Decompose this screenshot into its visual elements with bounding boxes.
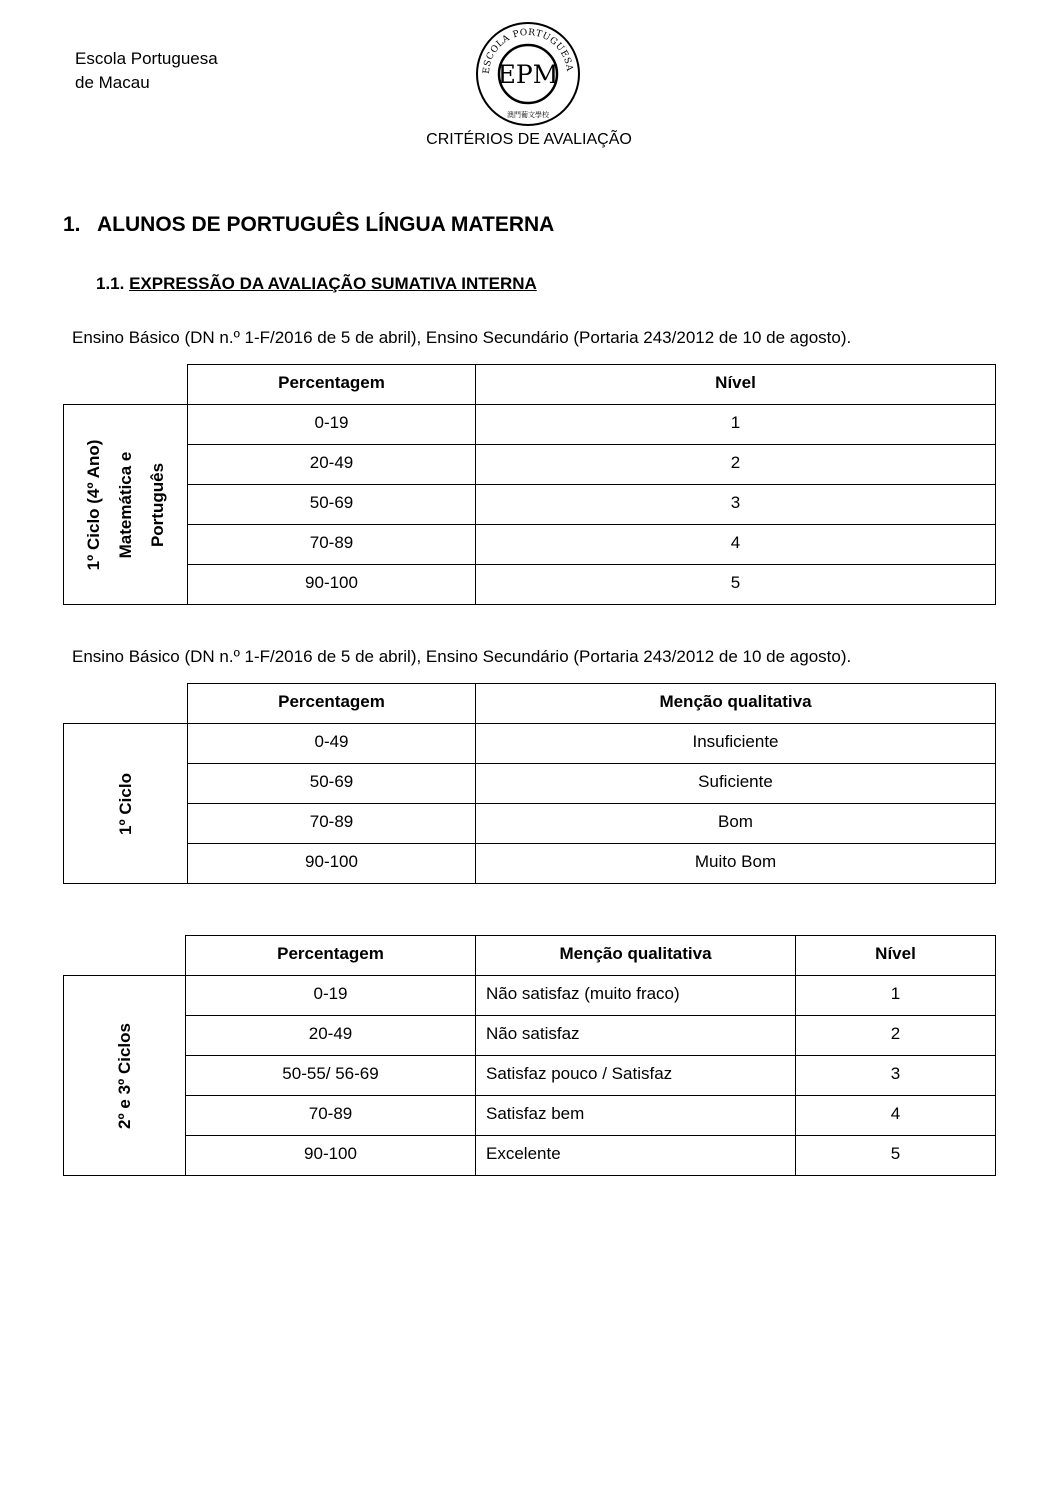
table3-header-nivel: Nível	[796, 936, 996, 976]
table-cell: 50-55/ 56-69	[186, 1056, 476, 1096]
grading-table-1	[63, 364, 996, 605]
grading-table-2	[63, 683, 996, 884]
table-cell: Excelente	[476, 1136, 796, 1176]
table-cell: 20-49	[186, 1016, 476, 1056]
table-row	[64, 1096, 996, 1136]
side-label-line1: 1º Ciclo (4º Ano)	[83, 439, 103, 570]
table-cell: 4	[476, 525, 996, 565]
table2-header-mencao: Menção qualitativa	[476, 684, 996, 724]
side-label-line2: Matemática e	[115, 451, 135, 558]
table-cell: Satisfaz bem	[476, 1096, 796, 1136]
school-name-line2: de Macau	[75, 73, 150, 92]
table-cell: 70-89	[186, 1096, 476, 1136]
table-row	[64, 1016, 996, 1056]
table-cell: 2	[796, 1016, 996, 1056]
section-number: 1.	[63, 213, 81, 236]
table-cell: 0-19	[186, 976, 476, 1016]
logo-ring-text: ESCOLA PORTUGUESA	[481, 27, 575, 75]
table-cell: 90-100	[186, 1136, 476, 1176]
table-row	[64, 804, 996, 844]
school-name	[75, 47, 218, 95]
logo-bottom-text: 澳門葡文學校	[507, 111, 549, 119]
table-row	[64, 525, 996, 565]
table-row	[64, 445, 996, 485]
table-row	[64, 565, 996, 605]
school-name-line1: Escola Portuguesa	[75, 49, 218, 68]
table-cell: 5	[796, 1136, 996, 1176]
table-cell: 0-19	[188, 405, 476, 445]
section-heading	[63, 213, 554, 237]
school-logo	[475, 21, 581, 127]
logo-monogram: EPM	[497, 60, 559, 89]
table-cell: 0-49	[188, 724, 476, 764]
table-cell: Satisfaz pouco / Satisfaz	[476, 1056, 796, 1096]
table-cell: 20-49	[188, 445, 476, 485]
subsection-number: 1.1.	[96, 274, 125, 293]
table-cell: Não satisfaz	[476, 1016, 796, 1056]
table-cell: Não satisfaz (muito fraco)	[476, 976, 796, 1016]
table-cell: Suficiente	[476, 764, 996, 804]
table-row	[64, 844, 996, 884]
table2-intro: Ensino Básico (DN n.º 1-F/2016 de 5 de abril), Ensino Secundário (Portaria 243/2012 de 10 de agosto).	[72, 647, 852, 666]
table3-side-label: 2º e 3º Ciclos	[64, 976, 186, 1176]
document-title: CRITÉRIOS DE AVALIAÇÃO	[426, 131, 632, 148]
table-cell: 1	[796, 976, 996, 1016]
table-cell: 70-89	[188, 804, 476, 844]
table-cell: 2	[476, 445, 996, 485]
table3-header-percentagem: Percentagem	[186, 936, 476, 976]
table-cell: 3	[796, 1056, 996, 1096]
table-row	[64, 1136, 996, 1176]
subsection-heading	[96, 274, 537, 294]
table-cell: 90-100	[188, 844, 476, 884]
table2-side-label: 1º Ciclo	[64, 724, 188, 884]
table-cell: 50-69	[188, 485, 476, 525]
table2-header-percentagem: Percentagem	[188, 684, 476, 724]
side-label-line3: Português	[147, 462, 167, 547]
table-cell: 90-100	[188, 565, 476, 605]
table-row	[64, 764, 996, 804]
table-cell: Bom	[476, 804, 996, 844]
table3-header-mencao: Menção qualitativa	[476, 936, 796, 976]
grading-table-3	[63, 935, 996, 1176]
table1-header-nivel: Nível	[476, 365, 996, 405]
table-cell: Insuficiente	[476, 724, 996, 764]
table-cell: Muito Bom	[476, 844, 996, 884]
table-cell: 1	[476, 405, 996, 445]
table-row	[64, 976, 996, 1016]
table1-intro: Ensino Básico (DN n.º 1-F/2016 de 5 de abril), Ensino Secundário (Portaria 243/2012 de 10 de agosto).	[72, 328, 852, 347]
subsection-title: EXPRESSÃO DA AVALIAÇÃO SUMATIVA INTERNA	[129, 274, 537, 293]
table-cell: 5	[476, 565, 996, 605]
section-title: ALUNOS DE PORTUGUÊS LÍNGUA MATERNA	[97, 213, 555, 236]
table-cell: 70-89	[188, 525, 476, 565]
table1-side-label	[64, 405, 188, 605]
table-row	[64, 405, 996, 445]
table1-header-percentagem: Percentagem	[188, 365, 476, 405]
table-row	[64, 485, 996, 525]
table-cell: 4	[796, 1096, 996, 1136]
table-cell: 3	[476, 485, 996, 525]
table-cell: 50-69	[188, 764, 476, 804]
table-row	[64, 1056, 996, 1096]
table-row	[64, 724, 996, 764]
